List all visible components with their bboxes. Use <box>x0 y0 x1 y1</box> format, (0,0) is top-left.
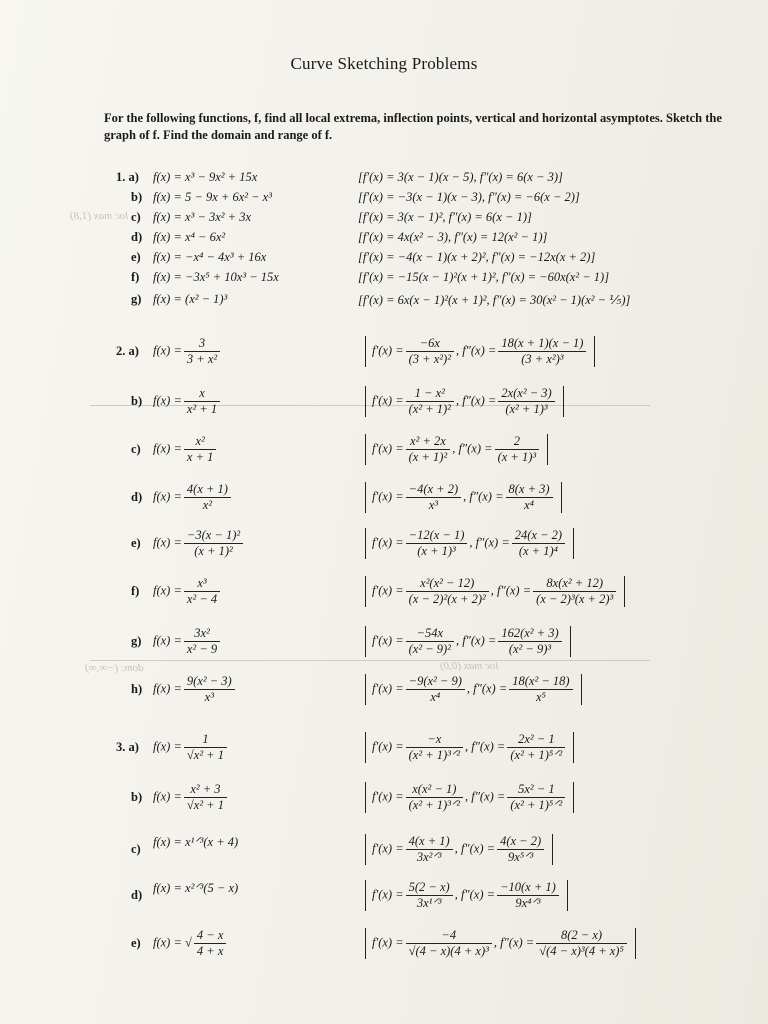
second-derivative-fraction-numerator: 5x² − 1 <box>507 782 565 798</box>
function-lhs: f(x) = <box>153 633 182 648</box>
second-derivative-label: f″(x) = <box>460 887 496 902</box>
second-derivative-fraction-numerator: 24(x − 2) <box>512 528 565 544</box>
first-derivative-fraction <box>406 732 463 763</box>
first-derivative-fraction-numerator: −6x <box>406 336 454 352</box>
second-derivative-label: f″(x) = <box>469 489 504 504</box>
instructions: For the following functions, f, find all local extrema, inflection points, vertical and horizontal asymptotes. Sketch the graph of f. Find the domain and range of f. <box>104 111 722 142</box>
function-lhs: f(x) = <box>153 681 182 696</box>
second-derivative-fraction-numerator: 8(2 − x) <box>536 928 627 944</box>
second-derivative-fraction-denominator: (3 + x²)³ <box>521 352 564 366</box>
first-derivative-fraction <box>406 880 453 911</box>
derivative-answer: f′(x) = $\frac{-x}{\text{(x² + 1)³ᐟ²}}$ , f″(x) = $\frac{\text{2x² − 1}}{\text{(x² + 1)⁵ᐟ²}}$ <box>365 732 574 763</box>
function-fraction-denominator: 3 + x² <box>186 352 218 366</box>
first-derivative-fraction <box>406 626 454 657</box>
first-derivative-label: f′(x) = <box>372 789 404 804</box>
first-derivative-fraction-numerator: −x <box>406 732 463 748</box>
second-derivative-fraction-numerator: 18(x² − 18) <box>509 674 572 690</box>
first-derivative-fraction-denominator: (3 + x²)² <box>408 352 451 366</box>
page-title: Curve Sketching Problems <box>290 54 478 73</box>
function-expression <box>153 626 222 657</box>
function-fraction-numerator: x³ <box>184 576 220 592</box>
first-derivative-fraction <box>406 576 489 607</box>
first-derivative-fraction-denominator: √(4 − x)(4 + x)³ <box>408 944 489 958</box>
function-fraction-numerator: x² <box>184 434 216 450</box>
first-derivative-label: f′(x) = <box>372 441 404 456</box>
first-derivative-fraction <box>406 782 463 813</box>
derivative-answer: f′(x) = $\frac{\text{1 − x²}}{\text{(x² + 1)²}}$ , f″(x) = $\frac{\text{2x(x² − 3)}}{\text{(x² + 1)³}}$ <box>365 386 564 417</box>
second-derivative-fraction <box>497 880 559 911</box>
second-derivative-label: f″(x) = <box>460 841 496 856</box>
function-lhs: f(x) = x¹ᐟ³(x + 4) <box>153 835 239 849</box>
second-derivative-label: f″(x) = <box>462 633 497 648</box>
function-fraction-numerator: 3 <box>184 336 220 352</box>
first-derivative-fraction-denominator: 3x¹ᐟ³ <box>416 896 442 910</box>
derivative-answer: f′(x) = $\frac{\text{x² + 2x}}{\text{(x + 1)²}}$ , f″(x) = $\frac{2}{\text{(x + 1)³}}$ <box>365 434 548 465</box>
first-derivative-fraction-denominator: (x + 1)² <box>408 450 448 464</box>
function-expression: f(x) = x³ − 9x² + 15x <box>153 170 258 184</box>
second-derivative-label: f″(x) = <box>500 935 535 950</box>
second-derivative-fraction-denominator: 9x⁵ᐟ³ <box>508 850 534 864</box>
second-derivative-fraction <box>497 834 544 865</box>
first-derivative-fraction <box>406 834 453 865</box>
derivative-answer: [f′(x) = 3(x − 1)², f″(x) = 6(x − 1)] <box>358 210 532 224</box>
problem-label: d) <box>131 888 143 902</box>
function-lhs: f(x) = <box>153 441 182 456</box>
function-fraction-denominator: x + 1 <box>186 450 214 464</box>
second-derivative-fraction-numerator: 18(x + 1)(x − 1) <box>498 336 586 352</box>
second-derivative-fraction-denominator: (x² + 1)³ <box>505 402 548 416</box>
problem-label: g) <box>131 634 142 648</box>
second-derivative-label: f″(x) = <box>497 583 532 598</box>
first-derivative-label: f′(x) = <box>372 739 404 754</box>
bleed-text: loc max (1,8) <box>70 210 129 222</box>
function-fraction-numerator: 4 − x <box>194 928 226 944</box>
second-derivative-fraction-denominator: (x² + 1)⁵ᐟ² <box>510 748 563 762</box>
problem-label: h) <box>131 682 143 696</box>
second-derivative-label: f″(x) = <box>471 789 506 804</box>
function-fraction-numerator: −3(x − 1)² <box>184 528 243 544</box>
second-derivative-fraction-numerator: 2x(x² − 3) <box>498 386 554 402</box>
second-derivative-label: f″(x) = <box>462 343 497 358</box>
function-fraction <box>184 336 220 367</box>
first-derivative-fraction <box>406 674 465 705</box>
first-derivative-fraction-denominator: (x² + 1)² <box>408 402 451 416</box>
function-expression: f(x) = x³ − 3x² + 3x <box>153 210 252 224</box>
derivative-answer: [f′(x) = 3(x − 1)(x − 5), f″(x) = 6(x − 3)] <box>358 170 563 184</box>
first-derivative-label: f′(x) = <box>372 681 404 696</box>
function-fraction-denominator: √x² + 1 <box>186 798 224 812</box>
problem-label: b) <box>131 394 143 408</box>
first-derivative-label: f′(x) = <box>372 841 404 856</box>
function-fraction <box>184 732 227 763</box>
derivative-answer: f′(x) = $\frac{-54x}{\text{(x² − 9)²}}$ , f″(x) = $\frac{\text{162(x² + 3)}}{\text{(x² − 9)³}}$ <box>365 626 571 657</box>
second-derivative-fraction-denominator: (x + 1)⁴ <box>518 544 558 558</box>
first-derivative-fraction-numerator: −4(x + 2) <box>406 482 462 498</box>
first-derivative-fraction-denominator: (x² − 9)² <box>408 642 451 656</box>
bleed-text: dom: (−∞,∞) <box>85 662 144 674</box>
problem-label: f) <box>131 270 140 284</box>
second-derivative-fraction-denominator: (x − 2)³(x + 2)³ <box>536 592 614 606</box>
first-derivative-label: f′(x) = <box>372 343 404 358</box>
function-expression <box>153 674 237 705</box>
problem-label: d) <box>131 230 143 244</box>
first-derivative-fraction-denominator: (x + 1)³ <box>417 544 456 558</box>
function-fraction <box>184 674 235 705</box>
function-fraction <box>184 434 216 465</box>
second-derivative-fraction-numerator: 4(x − 2) <box>497 834 544 850</box>
problem-label: e) <box>131 936 141 950</box>
second-derivative-fraction-denominator: 9x⁴ᐟ³ <box>515 896 541 910</box>
function-fraction <box>184 386 220 417</box>
function-expression <box>153 336 222 367</box>
second-derivative-label: f″(x) = <box>475 535 510 550</box>
second-derivative-label: f″(x) = <box>471 739 506 754</box>
first-derivative-fraction <box>406 928 492 959</box>
first-derivative-fraction-denominator: x³ <box>428 498 439 512</box>
first-derivative-fraction-numerator: −12(x − 1) <box>406 528 468 544</box>
first-derivative-fraction-numerator: −9(x² − 9) <box>406 674 465 690</box>
function-fraction <box>194 928 226 959</box>
second-derivative-fraction <box>498 386 554 417</box>
first-derivative-fraction <box>406 336 454 367</box>
function-fraction-denominator: x² − 9 <box>186 642 218 656</box>
second-derivative-label: f″(x) = <box>458 441 493 456</box>
function-lhs: f(x) = x²ᐟ³(5 − x) <box>153 881 239 895</box>
function-expression <box>153 528 245 559</box>
function-fraction-numerator: 3x² <box>184 626 220 642</box>
second-derivative-fraction <box>536 928 627 959</box>
problem-label: 2. a) <box>116 344 139 358</box>
first-derivative-fraction <box>406 386 454 417</box>
second-derivative-fraction-numerator: 8(x + 3) <box>506 482 553 498</box>
function-fraction <box>184 626 220 657</box>
function-fraction-numerator: 1 <box>184 732 227 748</box>
first-derivative-fraction-denominator: (x − 2)²(x + 2)² <box>408 592 486 606</box>
function-expression: f(x) = x⁴ − 6x² <box>153 230 226 244</box>
second-derivative-fraction <box>498 336 586 367</box>
first-derivative-fraction-numerator: x²(x² − 12) <box>406 576 489 592</box>
function-lhs: f(x) = <box>153 343 182 358</box>
first-derivative-fraction-denominator: 3x²ᐟ³ <box>416 850 442 864</box>
function-fraction <box>184 576 220 607</box>
second-derivative-fraction-denominator: (x + 1)³ <box>497 450 537 464</box>
first-derivative-fraction-denominator: x⁴ <box>430 690 441 704</box>
second-derivative-fraction-denominator: (x² − 9)³ <box>508 642 552 656</box>
second-derivative-fraction-numerator: 2 <box>495 434 540 450</box>
problem-label: g) <box>131 292 142 306</box>
problem-label: c) <box>131 842 141 856</box>
function-fraction <box>184 528 243 559</box>
function-expression <box>153 482 233 513</box>
function-expression: f(x) = (x² − 1)³ <box>153 292 228 306</box>
second-derivative-fraction <box>512 528 565 559</box>
second-derivative-fraction-denominator: (x² + 1)⁵ᐟ² <box>510 798 563 812</box>
derivative-answer: [f′(x) = −4(x − 1)(x + 2)², f″(x) = −12x(x + 2)] <box>358 250 596 264</box>
function-lhs: f(x) = <box>153 739 182 754</box>
derivative-answer: [f′(x) = −15(x − 1)²(x + 1)², f″(x) = −60x(x² − 1)] <box>358 270 610 284</box>
second-derivative-fraction <box>507 782 565 813</box>
derivative-answer: f′(x) = $\frac{-6x}{\text{(3 + x²)²}}$ , f″(x) = $\frac{18(x + 1)(x - 1)}{\text{(3 + x²)³}}$ <box>365 336 595 367</box>
function-fraction-denominator: (x + 1)² <box>194 544 233 558</box>
function-fraction-denominator: x² − 4 <box>186 592 218 606</box>
second-derivative-fraction <box>507 732 565 763</box>
derivative-answer: f′(x) = $\frac{-4}{\text{√(4 − x)(4 + x)³}}$ , f″(x) = $\frac{8(2 - x)}{\text{√(4 − x)³(4 + x)⁵}}$ <box>365 928 636 959</box>
function-fraction-denominator: x² <box>202 498 213 512</box>
function-lhs: f(x) = <box>153 789 182 804</box>
problem-label: c) <box>131 442 141 456</box>
second-derivative-fraction-denominator: x⁴ <box>524 498 534 512</box>
function-lhs: f(x) = √ <box>153 935 192 950</box>
function-expression <box>153 434 218 465</box>
problem-label: 3. a) <box>116 740 139 754</box>
first-derivative-fraction <box>406 482 462 513</box>
function-fraction-denominator: x³ <box>204 690 214 704</box>
derivative-answer: f′(x) = $\frac{-4(x + 2)}{\text{x³}}$ , f″(x) = $\frac{8(x + 3)}{\text{x⁴}}$ <box>365 482 562 513</box>
first-derivative-label: f′(x) = <box>372 393 404 408</box>
first-derivative-fraction-numerator: 1 − x² <box>406 386 454 402</box>
function-expression <box>153 732 229 763</box>
problem-label: e) <box>131 536 141 550</box>
first-derivative-label: f′(x) = <box>372 887 404 902</box>
second-derivative-label: f″(x) = <box>473 681 508 696</box>
first-derivative-label: f′(x) = <box>372 633 404 648</box>
second-derivative-fraction <box>495 434 540 465</box>
function-fraction-numerator: 9(x² − 3) <box>184 674 235 690</box>
function-fraction <box>184 482 231 513</box>
first-derivative-fraction-numerator: 5(2 − x) <box>406 880 453 896</box>
problem-label: b) <box>131 790 143 804</box>
second-derivative-label: f″(x) = <box>462 393 497 408</box>
derivative-answer: f′(x) = $\frac{-12(x - 1)}{\text{(x + 1)³}}$ , f″(x) = $\frac{24(x - 2)}{\text{(x + 1)⁴}}$ <box>365 528 574 559</box>
first-derivative-fraction-numerator: x² + 2x <box>406 434 451 450</box>
function-expression <box>153 880 238 896</box>
second-derivative-fraction <box>509 674 572 705</box>
second-derivative-fraction-denominator: √(4 − x)³(4 + x)⁵ <box>539 944 624 958</box>
first-derivative-label: f′(x) = <box>372 935 404 950</box>
problem-label: b) <box>131 190 143 204</box>
second-derivative-fraction <box>498 626 561 657</box>
derivative-answer: [f′(x) = 4x(x² − 3), f″(x) = 12(x² − 1)] <box>358 230 548 244</box>
second-derivative-fraction-numerator: 2x² − 1 <box>507 732 565 748</box>
function-fraction-denominator: x² + 1 <box>186 402 218 416</box>
derivative-answer: f′(x) = $\frac{\text{x(x² − 1)}}{\text{(x² + 1)³ᐟ²}}$ , f″(x) = $\frac{\text{5x² − 1}}{\text{(x² + 1)⁵ᐟ²}}$ <box>365 782 574 813</box>
first-derivative-fraction-numerator: −4 <box>406 928 492 944</box>
derivative-answer: [f′(x) = −3(x − 1)(x − 3), f″(x) = −6(x − 2)] <box>358 190 580 204</box>
function-fraction-denominator: 4 + x <box>196 944 224 958</box>
function-fraction <box>184 782 227 813</box>
first-derivative-fraction-numerator: x(x² − 1) <box>406 782 463 798</box>
first-derivative-label: f′(x) = <box>372 583 404 598</box>
bleed-line <box>90 660 650 661</box>
function-expression <box>153 834 238 850</box>
derivative-answer: f′(x) = $\frac{5(2 - x)}{\text{3x¹ᐟ³}}$ , f″(x) = $\frac{-10(x + 1)}{\text{9x⁴ᐟ³}}$ <box>365 880 568 911</box>
function-expression <box>153 386 222 417</box>
problem-label: 1. a) <box>116 170 139 184</box>
function-lhs: f(x) = <box>153 489 182 504</box>
first-derivative-fraction <box>406 434 451 465</box>
bleed-text: loc max (0,0) <box>440 660 499 672</box>
function-lhs: f(x) = <box>153 535 182 550</box>
second-derivative-fraction <box>533 576 616 607</box>
function-lhs: f(x) = <box>153 393 182 408</box>
function-expression <box>153 576 222 607</box>
derivative-answer: f′(x) = $\frac{\text{−9(x² − 9)}}{\text{x⁴}}$ , f″(x) = $\frac{\text{18(x² − 18)}}{\text{x⁵}}$ <box>365 674 582 705</box>
first-derivative-label: f′(x) = <box>372 535 404 550</box>
first-derivative-fraction-numerator: 4(x + 1) <box>406 834 453 850</box>
problem-label: d) <box>131 490 143 504</box>
problem-label: c) <box>131 210 141 224</box>
derivative-answer: f′(x) = $\frac{4(x + 1)}{\text{3x²ᐟ³}}$ , f″(x) = $\frac{4(x - 2)}{\text{9x⁵ᐟ³}}$ <box>365 834 553 865</box>
second-derivative-fraction-numerator: 8x(x² + 12) <box>533 576 616 592</box>
first-derivative-label: f′(x) = <box>372 489 404 504</box>
function-lhs: f(x) = <box>153 583 182 598</box>
problem-label: f) <box>131 584 140 598</box>
second-derivative-fraction <box>506 482 553 513</box>
derivative-answer: [f′(x) = 6x(x − 1)²(x + 1)², f″(x) = 30(x² − 1)(x² − ⅕)] <box>358 293 631 307</box>
function-fraction-numerator: x² + 3 <box>184 782 227 798</box>
second-derivative-fraction-numerator: −10(x + 1) <box>497 880 559 896</box>
second-derivative-fraction-denominator: x⁵ <box>535 690 546 704</box>
problem-label: e) <box>131 250 141 264</box>
function-fraction-numerator: x <box>184 386 220 402</box>
function-fraction-denominator: √x² + 1 <box>186 748 224 762</box>
function-expression: f(x) = −3x⁵ + 10x³ − 15x <box>153 270 279 284</box>
function-expression <box>153 928 228 959</box>
function-expression <box>153 782 229 813</box>
derivative-answer: f′(x) = $\frac{\text{x²(x² − 12)}}{\text{(x − 2)²(x + 2)²}}$ , f″(x) = $\frac{\text{8x(x² + 12)}}{\text{(x − 2)³(x + 2)³}}$ <box>365 576 625 607</box>
first-derivative-fraction-denominator: (x² + 1)³ᐟ² <box>408 798 460 812</box>
second-derivative-fraction-numerator: 162(x² + 3) <box>498 626 561 642</box>
function-expression: f(x) = 5 − 9x + 6x² − x³ <box>153 190 272 204</box>
function-fraction-numerator: 4(x + 1) <box>184 482 231 498</box>
first-derivative-fraction-numerator: −54x <box>406 626 454 642</box>
first-derivative-fraction-denominator: (x² + 1)³ᐟ² <box>408 748 460 762</box>
function-expression: f(x) = −x⁴ − 4x³ + 16x <box>153 250 267 264</box>
first-derivative-fraction <box>406 528 468 559</box>
